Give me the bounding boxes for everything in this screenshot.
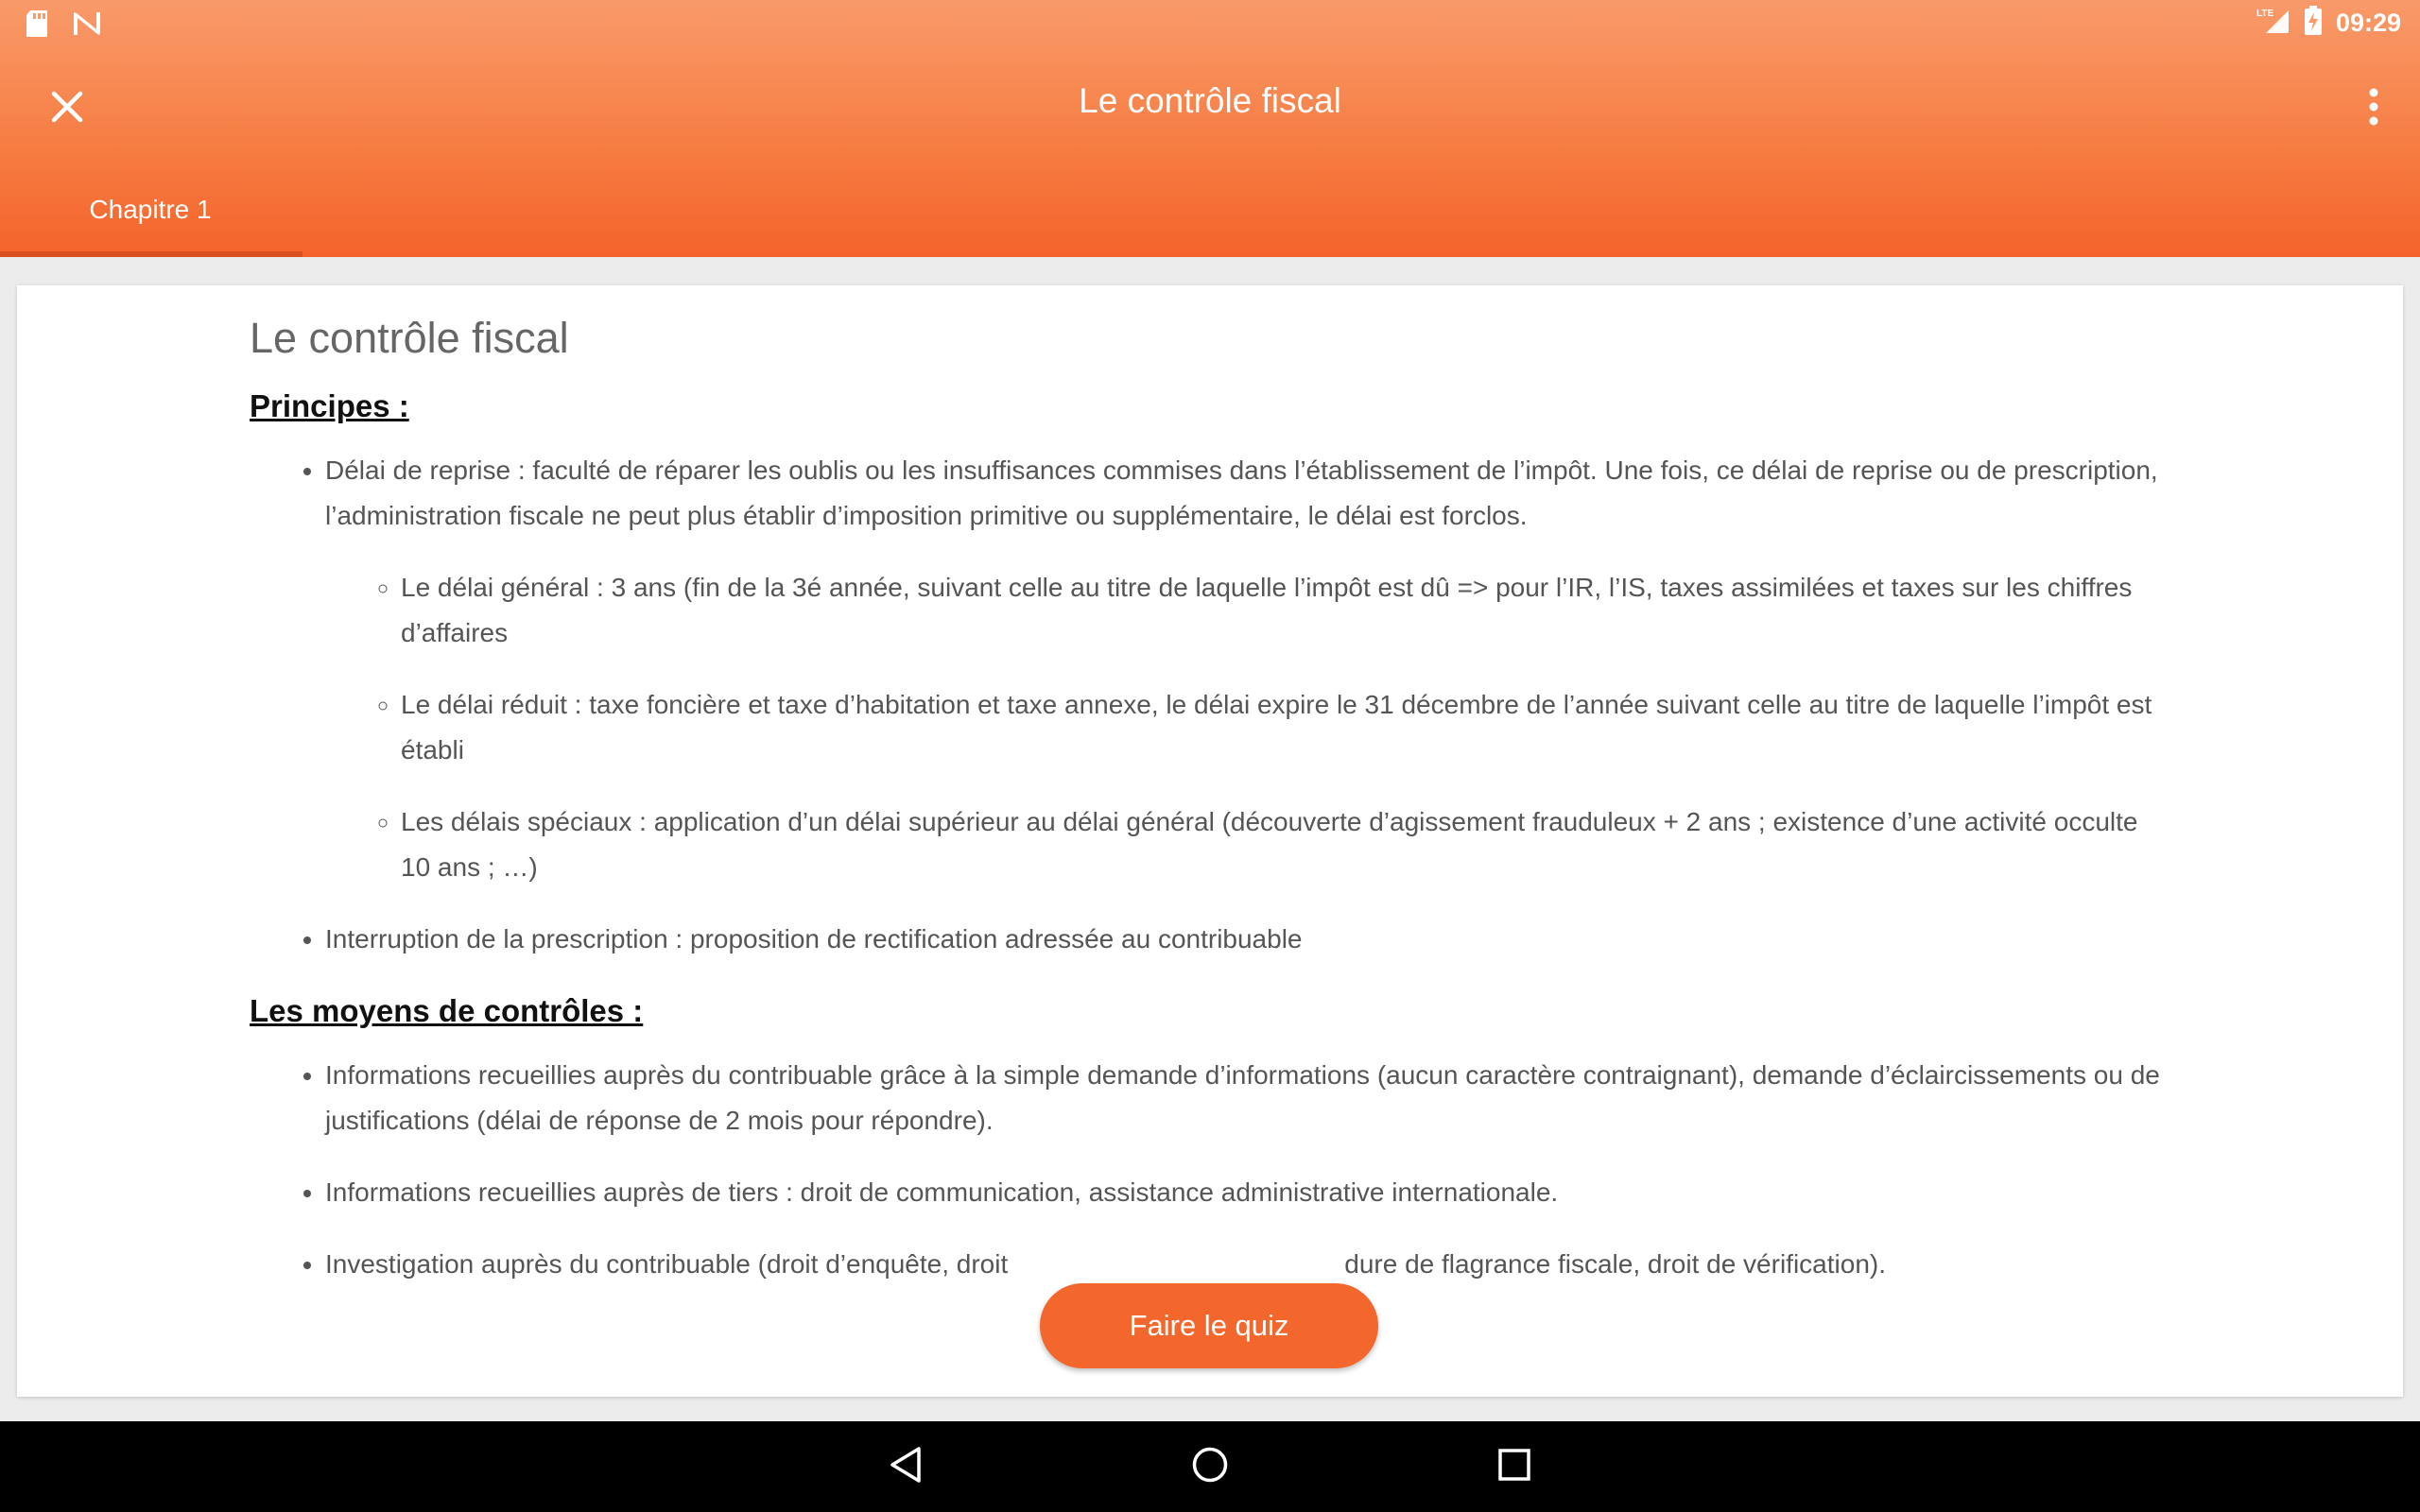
section-heading-moyens: Les moyens de contrôles : [250, 993, 644, 1028]
svg-text:LTE: LTE [2256, 9, 2274, 19]
sd-card-icon [25, 9, 49, 43]
list-item: • Investigation auprès du contribuable (droit d’enquête, droit dure de flagrance fiscale, droit de vérification). [325, 1242, 2170, 1287]
moyens-list [250, 1053, 2170, 1287]
principes-list [250, 448, 2170, 962]
recents-button[interactable] [1486, 1438, 1543, 1495]
app-bar [0, 0, 2420, 257]
battery-charging-icon [2304, 6, 2323, 41]
list-item: • Informations recueillies auprès du contribuable grâce à la simple demande d’informations (aucun caractère contraignant), demande d’éclaircissements ou de justifications (délai de réponse de 2 mois pour répondre). [325, 1053, 2170, 1143]
list-item: ◦ Le délai réduit : taxe foncière et taxe d’habitation et taxe annexe, le délai expire le 31 décembre de l’année suivant celle au titre de laquelle l’impôt est établi [401, 682, 2170, 773]
home-icon [1191, 1446, 1229, 1488]
list-item: • Interruption de la prescription : proposition de rectification adressée au contribuable [325, 917, 2170, 962]
list-item: ◦ Les délais spéciaux : application d’un délai supérieur au délai général (découverte d’agissement frauduleux + 2 ans ; existence d’une activité occulte 10 ans ; …) [401, 799, 2170, 890]
document-title: Le contrôle fiscal [250, 314, 569, 362]
status-bar [0, 0, 2420, 45]
tab-label: Chapitre 1 [89, 195, 212, 224]
document-content [250, 310, 2170, 1314]
delais-sublist [325, 565, 2170, 890]
list-item: ◦ Le délai général : 3 ans (fin de la 3é année, suivant celle au titre de laquelle l’impôt est dû => pour l’IR, l’IS, taxes assimilées et taxes sur les chiffres d’affaires [401, 565, 2170, 656]
lte-signal-icon [2256, 7, 2290, 40]
tab-chapitre-1[interactable] [0, 181, 302, 257]
close-button[interactable] [36, 77, 98, 140]
n-notification-icon [72, 10, 102, 42]
back-icon [889, 1446, 923, 1488]
tab-indicator [0, 251, 302, 257]
navigation-bar [0, 1421, 2420, 1512]
back-button[interactable] [877, 1438, 934, 1495]
status-time: 09:29 [2335, 9, 2401, 37]
home-button[interactable] [1182, 1438, 1238, 1495]
faire-le-quiz-button[interactable]: Faire le quiz [1040, 1283, 1378, 1368]
more-options-button[interactable] [2342, 77, 2405, 140]
more-vert-icon [2368, 88, 2379, 130]
recents-icon [1497, 1448, 1531, 1486]
toolbar-title: Le contrôle fiscal [1079, 81, 1341, 120]
close-icon [51, 91, 83, 128]
list-item: • Délai de reprise : faculté de réparer les oublis ou les insuffisances commises dans l’établissement de l’impôt. Une fois, ce délai de reprise ou de prescription, l’administration fiscale ne peut plus établir d’imposition primitive ou supplémentaire, le délai est forclos. ◦ Le délai général : 3 ans (fin de la 3é année, suivant celle au titre de laquelle l’impôt est dû => pour l’IR, l’IS, taxes assimilées et taxes sur les chiffres d’affaires ◦ Le délai réduit : taxe foncière et taxe d’habitation et taxe annexe, le délai expire le 31 décembre de l’année suivant celle au titre de laquelle l’impôt est établi ◦ Les délais spéciaux : application d’un délai supérieur au délai général (découverte d’agissement frauduleux + 2 ans ; existence d’une activité occulte 10 ans ; …) [325, 448, 2170, 890]
section-heading-principes: Principes : [250, 388, 409, 423]
list-item: • Informations recueillies auprès de tiers : droit de communication, assistance administrative internationale. [325, 1170, 2170, 1215]
